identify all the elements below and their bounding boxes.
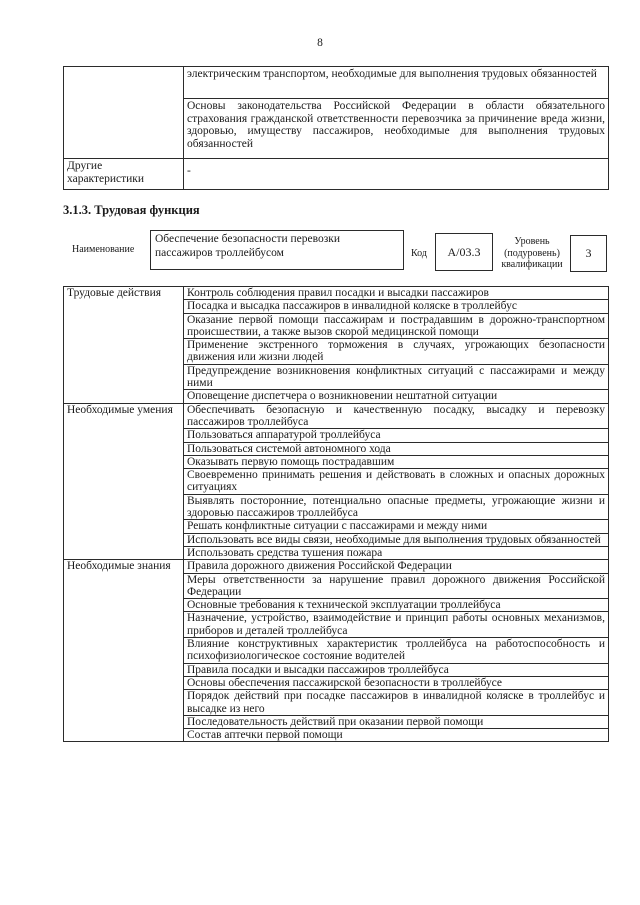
skill-1: Обеспечивать безопасную и качественную посадку, высадку и перевозку пассажиров троллейбуса xyxy=(184,403,609,429)
table-row xyxy=(64,159,609,190)
continuation-row-1: электрическим транспортом, необходимые для выполнения трудовых обязанностей xyxy=(184,67,609,99)
continuation-row-2: Основы законодательства Российской Федерации в области обязательного страхования гражданской ответственности перевозчика за причинение вреда жизни, здоровью, имуществу пассажиров, необходимые для выполнения трудовых обязанностей xyxy=(184,99,609,159)
labor-action-6: Оповещение диспетчера о возникновении нештатной ситуации xyxy=(184,390,609,403)
labor-action-2: Посадка и высадка пассажиров в инвалидной коляске в троллейбус xyxy=(184,300,609,313)
name-box xyxy=(150,230,404,270)
knowledge-8: Порядок действий при посадке пассажиров в инвалидной коляске в троллейбус и высадке из него xyxy=(184,690,609,716)
code-label: Код xyxy=(411,248,427,259)
labor-action-1: Контроль соблюдения правил посадки и высадки пассажиров xyxy=(184,287,609,300)
skills-label: Необходимые умения xyxy=(64,403,184,560)
empty-label-cell xyxy=(64,67,184,159)
knowledge-4: Назначение, устройство, взаимодействие и принцип работы основных механизмов, приборов и деталей троллейбуса xyxy=(184,612,609,638)
other-characteristics-label: Другие характеристики xyxy=(64,159,184,190)
section-title: 3.1.3. Трудовая функция xyxy=(63,203,200,217)
skill-3: Пользоваться системой автономного хода xyxy=(184,442,609,455)
knowledge-10: Состав аптечки первой помощи xyxy=(184,729,609,742)
table-row xyxy=(64,67,609,99)
labor-action-4: Применение экстренного торможения в случаях, угрожающих безопасности движения или жизни людей xyxy=(184,339,609,365)
skill-6: Выявлять посторонние, потенциально опасные предметы, угрожающие жизни и здоровью пассажиров троллейбуса xyxy=(184,494,609,520)
level-label: Уровень (подуровень) квалификации xyxy=(501,236,563,270)
table-row xyxy=(64,403,609,429)
labor-actions-label: Трудовые действия xyxy=(64,287,184,404)
table-row xyxy=(64,560,609,573)
page-number: 8 xyxy=(317,37,323,49)
labor-action-5: Предупреждение возникновения конфликтных ситуаций с пассажирами и между ними xyxy=(184,364,609,390)
function-name: Обеспечение безопасности перевозки пассажиров троллейбусом xyxy=(155,233,341,259)
knowledge-3: Основные требования к технической эксплуатации троллейбуса xyxy=(184,599,609,612)
skill-9: Использовать средства тушения пожара xyxy=(184,546,609,559)
knowledge-2: Меры ответственности за нарушение правил дорожного движения Российской Федерации xyxy=(184,573,609,599)
knowledge-6: Правила посадки и высадки пассажиров троллейбуса xyxy=(184,663,609,676)
knowledge-7: Основы обеспечения пассажирской безопасности в троллейбусе xyxy=(184,676,609,689)
knowledge-label: Необходимые знания xyxy=(64,560,184,742)
skill-7: Решать конфликтные ситуации с пассажирами и между ними xyxy=(184,520,609,533)
skill-8: Использовать все виды связи, необходимые для выполнения трудовых обязанностей xyxy=(184,533,609,546)
skill-4: Оказывать первую помощь пострадавшим xyxy=(184,455,609,468)
other-characteristics-value: - xyxy=(184,159,609,190)
knowledge-1: Правила дорожного движения Российской Федерации xyxy=(184,560,609,573)
knowledge-5: Влияние конструктивных характеристик троллейбуса на работоспособность и психофизиологическое состояние водителей xyxy=(184,638,609,664)
knowledge-9: Последовательность действий при оказании первой помощи xyxy=(184,715,609,728)
code-value: A/03.3 xyxy=(435,233,493,271)
level-value: 3 xyxy=(570,235,607,272)
table-row xyxy=(64,287,609,300)
function-table xyxy=(63,286,609,742)
skill-2: Пользоваться аппаратурой троллейбуса xyxy=(184,429,609,442)
skill-5: Своевременно принимать решения и действовать в сложных и опасных дорожных ситуациях xyxy=(184,469,609,495)
labor-action-3: Оказание первой помощи пассажирам и пострадавшим в дорожно-транспортном происшествии, а также вызов скорой медицинской помощи xyxy=(184,313,609,339)
continuation-table xyxy=(63,66,609,190)
name-label: Наименование xyxy=(72,244,135,255)
